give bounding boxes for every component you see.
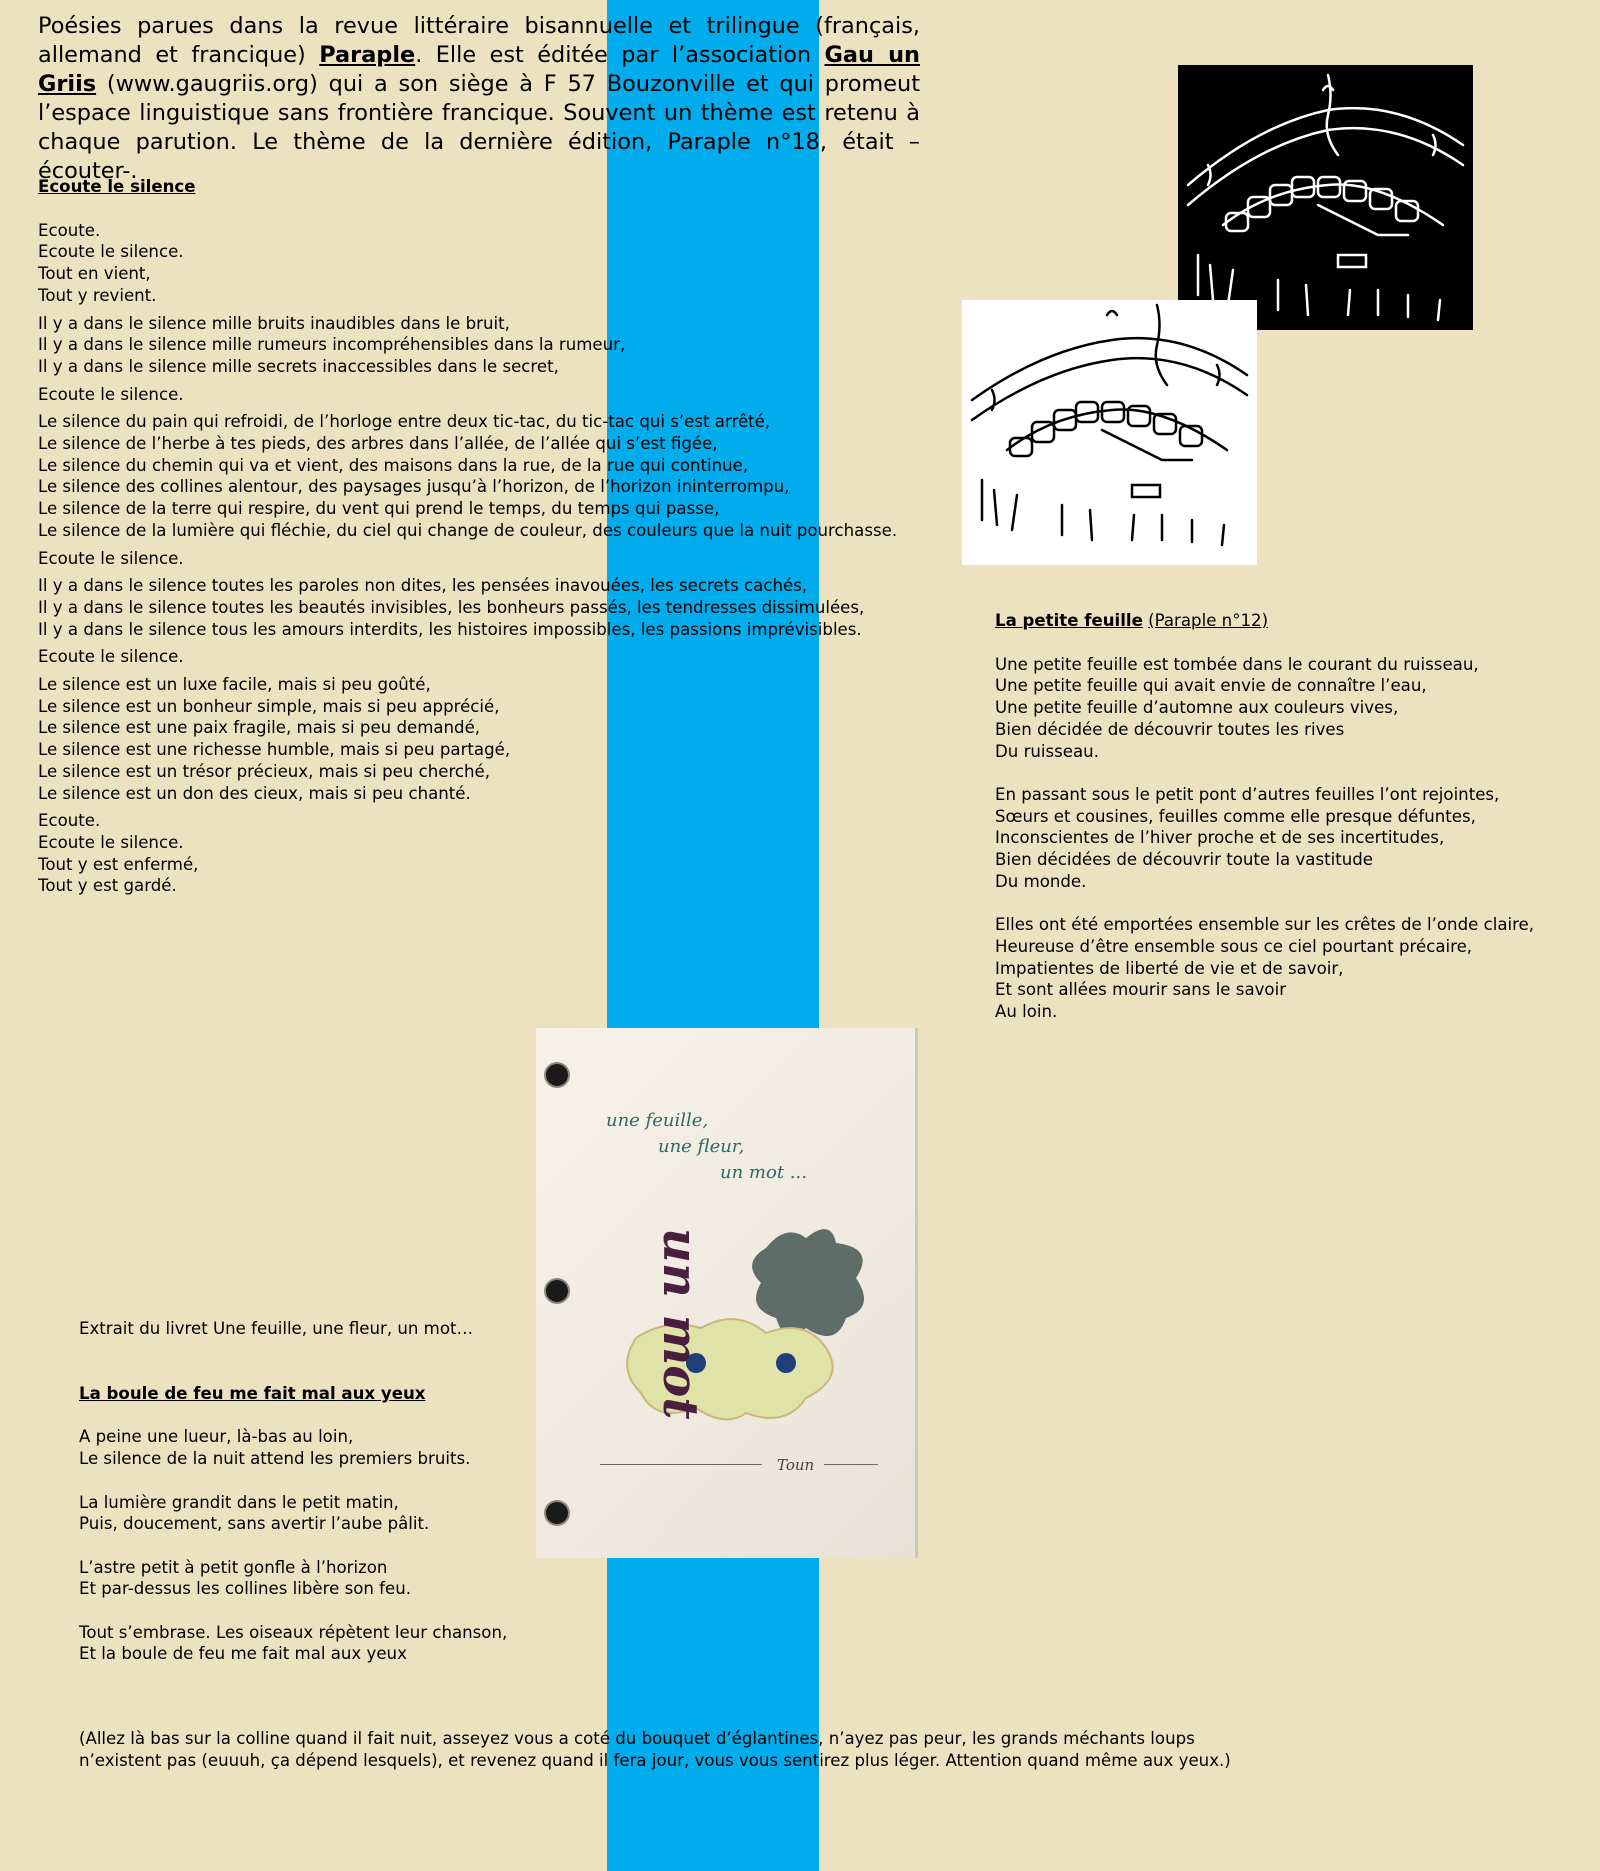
stanza	[995, 784, 1585, 893]
poem-line: Il y a dans le silence toutes les beautés invisibles, les bonheurs passés, les tendresses dissimulées,	[38, 597, 865, 617]
poem-line: Il y a dans le silence tous les amours interdits, les histoires impossibles, les passions imprévisibles.	[38, 619, 862, 639]
note-line: n’existent pas (euuuh, ça dépend lesquels), et revenez quand il fera jour, vous vous sentirez plus léger. Attention quand même aux yeux.)	[79, 1750, 1231, 1770]
poem-line: Le silence de l’herbe à tes pieds, des arbres dans l’allée, de l’allée qui s’est figée,	[38, 434, 718, 454]
poem-line: Le silence est une paix fragile, mais si peu demandé,	[38, 718, 481, 738]
stanza	[79, 1622, 639, 1665]
intro-text: (www.gaugriis.org) qui a son siège à F 57 Bouzonville et qui promeut l’espace linguistique sans frontière francique. Souvent un thème est retenu à chaque parution. Le thème de la dernière édition, Paraple n°18, était –écouter-.	[38, 71, 920, 184]
booklet-title-line: une feuille,	[606, 1110, 709, 1131]
gau-un-griis-link[interactable]: Gau un Griis	[38, 42, 920, 97]
poem-line: Tout y est enfermé,	[38, 854, 199, 874]
stanza	[38, 220, 918, 307]
poem-line: Au loin.	[995, 1001, 1058, 1021]
extract-caption: Extrait du livret Une feuille, une fleur, un mot…	[79, 1319, 474, 1338]
poem-line: Le silence de la terre qui respire, du vent qui prend le temps, du temps qui passe,	[38, 499, 720, 519]
poem-la-boule-de-feu	[79, 1318, 639, 1687]
poem-line: Bien décidées de découvrir toute la vastitude	[995, 850, 1373, 870]
intro-paragraph	[38, 12, 920, 186]
stanza	[38, 810, 918, 897]
intro-text: Poésies parues dans la revue littéraire bisannuelle et trilingue (français, allemand et francique)	[38, 13, 920, 68]
stanza	[79, 1492, 639, 1535]
stanza	[38, 313, 918, 378]
note-line: (Allez là bas sur la colline quand il fait nuit, asseyez vous a coté du bouquet d’églantines, n’ayez pas peur, les grands méchants loups	[79, 1729, 1195, 1748]
poem-line: Tout y revient.	[38, 285, 157, 305]
poem-line: Tout s’embrase. Les oiseaux répètent leur chanson,	[79, 1622, 508, 1642]
poem-line: Une petite feuille est tombée dans le courant du ruisseau,	[995, 654, 1479, 674]
poem-title: La petite feuille	[995, 611, 1143, 630]
booklet-vertical-title: un mot	[652, 1228, 708, 1420]
poem-line: Le silence est un trésor précieux, mais si peu cherché,	[38, 761, 491, 781]
poem-line: Du ruisseau.	[995, 741, 1099, 761]
stanza	[79, 1557, 639, 1600]
poem-line: Le silence de la nuit attend les premiers bruits.	[79, 1449, 471, 1469]
stanza	[38, 548, 918, 570]
poem-line: Heureuse d’être ensemble sous ce ciel pourtant précaire,	[995, 936, 1473, 956]
poem-source: (Paraple n°12)	[1148, 611, 1269, 630]
poem-line: Le silence du pain qui refroidi, de l’horloge entre deux tic-tac, du tic-tac qui s’est arrêté,	[38, 412, 771, 432]
poem-line: Ecoute le silence.	[38, 647, 184, 667]
poem-line: La lumière grandit dans le petit matin,	[79, 1492, 399, 1512]
poem-la-petite-feuille	[995, 610, 1585, 1044]
poem-line: Le silence des collines alentour, des paysages jusqu’à l’horizon, de l’horizon ininterrompu,	[38, 477, 790, 497]
poem-line: Et la boule de feu me fait mal aux yeux	[79, 1644, 407, 1664]
booklet-title-line: un mot ...	[720, 1162, 807, 1183]
poem-line: Et par-dessus les collines libère son feu.	[79, 1579, 412, 1599]
intro-text: . Elle est éditée par l’association	[415, 42, 825, 68]
closing-note	[79, 1728, 1279, 1771]
stanza	[995, 914, 1585, 1023]
poem-line: Ecoute le silence.	[38, 832, 184, 852]
poem-line: Une petite feuille qui avait envie de connaître l’eau,	[995, 676, 1427, 696]
stanza	[38, 384, 918, 406]
poem-title: Ecoute le silence	[38, 177, 196, 196]
stanza	[38, 411, 918, 541]
poem-line: Tout en vient,	[38, 264, 151, 284]
poem-line: A peine une lueur, là-bas au loin,	[79, 1427, 354, 1447]
poem-line: Ecoute le silence.	[38, 384, 184, 404]
bridge-sketch-icon	[1178, 65, 1473, 330]
stanza	[79, 1426, 639, 1469]
poem-line: En passant sous le petit pont d’autres feuilles l’ont rejointes,	[995, 784, 1500, 804]
bridge-drawing	[962, 300, 1257, 565]
poem-line: L’astre petit à petit gonfle à l’horizon	[79, 1557, 388, 1577]
poem-ecoute-le-silence	[38, 176, 918, 903]
poem-line: Le silence est une richesse humble, mais si peu partagé,	[38, 740, 511, 760]
poem-line: Du monde.	[995, 871, 1087, 891]
divider	[824, 1464, 878, 1465]
poem-line: Le silence est un luxe facile, mais si peu goûté,	[38, 675, 431, 695]
poem-line: Ecoute.	[38, 220, 101, 240]
poem-line: Et sont allées mourir sans le savoir	[995, 980, 1287, 1000]
booklet-author: Toun	[777, 1456, 815, 1474]
poem-line: Ecoute le silence.	[38, 242, 184, 262]
poem-line: Inconscientes de l’hiver proche et de ses incertitudes,	[995, 828, 1445, 848]
poem-line: Il y a dans le silence mille secrets inaccessibles dans le secret,	[38, 356, 559, 376]
poem-line: Le silence est un bonheur simple, mais si peu apprécié,	[38, 696, 500, 716]
paraple-link[interactable]: Paraple	[319, 42, 416, 68]
poem-title: La boule de feu me fait mal aux yeux	[79, 1383, 426, 1403]
poem-line: Impatientes de liberté de vie et de savoir,	[995, 958, 1344, 978]
stanza	[38, 575, 918, 640]
booklet-title-line: une fleur,	[658, 1136, 745, 1157]
poem-line: Il y a dans le silence toutes les paroles non dites, les pensées inavouées, les secrets cachés,	[38, 576, 808, 596]
poem-line: Le silence de la lumière qui fléchie, du ciel qui change de couleur, des couleurs que la nuit pourchasse.	[38, 520, 898, 540]
poem-line: Le silence est un don des cieux, mais si peu chanté.	[38, 783, 471, 803]
poem-line: Ecoute.	[38, 811, 101, 831]
poem-line: Puis, doucement, sans avertir l’aube pâlit.	[79, 1514, 430, 1534]
poem-line: Il y a dans le silence mille rumeurs incompréhensibles dans la rumeur,	[38, 335, 626, 355]
poem-line: Le silence du chemin qui va et vient, des maisons dans la rue, de la rue qui continue,	[38, 455, 749, 475]
poem-line: Bien décidée de découvrir toutes les rives	[995, 719, 1345, 739]
poem-line: Sœurs et cousines, feuilles comme elle presque défuntes,	[995, 806, 1476, 826]
poem-line: Il y a dans le silence mille bruits inaudibles dans le bruit,	[38, 313, 510, 333]
poem-line: Elles ont été emportées ensemble sur les crêtes de l’onde claire,	[995, 915, 1535, 935]
poem-line: Une petite feuille d’automne aux couleurs vives,	[995, 698, 1399, 718]
bridge-drawing-inverted	[1178, 65, 1473, 330]
stanza	[38, 646, 918, 668]
stanza	[995, 654, 1585, 763]
poem-line: Ecoute le silence.	[38, 548, 184, 568]
bridge-sketch-icon	[962, 300, 1257, 565]
poem-line: Tout y est gardé.	[38, 876, 177, 896]
stanza	[38, 674, 918, 804]
